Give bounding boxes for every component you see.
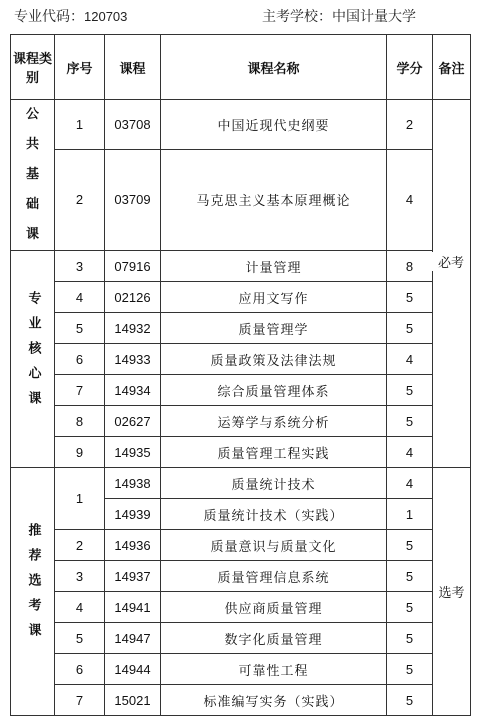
cell-seq: 2 xyxy=(55,530,105,561)
cell-name: 可靠性工程 xyxy=(161,654,387,685)
cell-credit: 5 xyxy=(387,685,433,716)
cell-credit: 5 xyxy=(387,561,433,592)
table-row xyxy=(11,654,471,685)
exam-school xyxy=(262,0,416,34)
cell-seq: 5 xyxy=(55,623,105,654)
cell-name: 供应商质量管理 xyxy=(161,592,387,623)
col-header-code: 课程 xyxy=(105,35,161,100)
category-elective: 推荐选考课 xyxy=(11,468,55,716)
school-value: 中国计量大学 xyxy=(332,9,416,25)
table-row xyxy=(11,530,471,561)
table-row xyxy=(11,623,471,654)
cell-credit: 5 xyxy=(387,530,433,561)
table-row xyxy=(11,251,471,282)
cell-name: 质量统计技术（实践） xyxy=(161,499,387,530)
cell-code: 14937 xyxy=(105,561,161,592)
cell-seq: 6 xyxy=(55,344,105,375)
cell-credit: 5 xyxy=(387,623,433,654)
major-code-value: 120703 xyxy=(84,9,128,24)
col-header-category: 课程类别 xyxy=(11,35,55,100)
cell-credit: 4 xyxy=(387,344,433,375)
cell-credit: 5 xyxy=(387,592,433,623)
cell-code: 14939 xyxy=(105,499,161,530)
cell-name: 质量管理工程实践 xyxy=(161,437,387,468)
cell-code: 02126 xyxy=(105,282,161,313)
cell-code: 02627 xyxy=(105,406,161,437)
note-elective: 选考 xyxy=(433,468,471,716)
table-row xyxy=(11,561,471,592)
cell-credit: 2 xyxy=(387,100,433,150)
cell-seq: 5 xyxy=(55,313,105,344)
cell-credit: 8 xyxy=(387,251,433,282)
cell-seq: 3 xyxy=(55,561,105,592)
cell-code: 14936 xyxy=(105,530,161,561)
cell-name: 数字化质量管理 xyxy=(161,623,387,654)
col-header-name: 课程名称 xyxy=(161,35,387,100)
cell-name: 计量管理 xyxy=(161,251,387,282)
cell-seq: 3 xyxy=(55,251,105,282)
cell-name: 中国近现代史纲要 xyxy=(161,100,387,150)
cell-name: 应用文写作 xyxy=(161,282,387,313)
cell-seq: 7 xyxy=(55,685,105,716)
cell-name: 综合质量管理体系 xyxy=(161,375,387,406)
table-row xyxy=(11,592,471,623)
table-header-row xyxy=(11,35,471,100)
col-header-credit: 学分 xyxy=(387,35,433,100)
table-row xyxy=(11,282,471,313)
cell-code: 03709 xyxy=(105,149,161,250)
cell-code: 07916 xyxy=(105,251,161,282)
note-core: 必考 xyxy=(432,252,470,271)
table-row xyxy=(11,149,471,250)
cell-credit: 4 xyxy=(387,437,433,468)
cell-credit: 5 xyxy=(387,282,433,313)
cell-name: 质量管理信息系统 xyxy=(161,561,387,592)
cell-code: 14947 xyxy=(105,623,161,654)
cell-credit: 5 xyxy=(387,313,433,344)
cell-name: 运筹学与系统分析 xyxy=(161,406,387,437)
cell-seq: 8 xyxy=(55,406,105,437)
cell-name: 质量意识与质量文化 xyxy=(161,530,387,561)
cell-seq: 4 xyxy=(55,282,105,313)
table-row xyxy=(11,100,471,150)
cell-name: 马克思主义基本原理概论 xyxy=(161,149,387,250)
page-header xyxy=(0,0,480,34)
table-row xyxy=(11,685,471,716)
cell-seq: 7 xyxy=(55,375,105,406)
category-core: 专业核心课 xyxy=(11,251,55,468)
cell-name: 标准编写实务（实践） xyxy=(161,685,387,716)
note-empty xyxy=(433,100,471,468)
cell-credit: 1 xyxy=(387,499,433,530)
cell-credit: 5 xyxy=(387,654,433,685)
cell-credit: 4 xyxy=(387,468,433,499)
table-row xyxy=(11,406,471,437)
cell-code: 14933 xyxy=(105,344,161,375)
cell-seq: 6 xyxy=(55,654,105,685)
cell-code: 14935 xyxy=(105,437,161,468)
cell-credit: 5 xyxy=(387,406,433,437)
table-row xyxy=(11,313,471,344)
cell-code: 14934 xyxy=(105,375,161,406)
table-row xyxy=(11,468,471,499)
cell-code: 14938 xyxy=(105,468,161,499)
col-header-note: 备注 xyxy=(433,35,471,100)
cell-name: 质量政策及法律法规 xyxy=(161,344,387,375)
cell-seq: 4 xyxy=(55,592,105,623)
cell-name: 质量统计技术 xyxy=(161,468,387,499)
category-public: 公共基础课 xyxy=(11,100,55,251)
cell-code: 03708 xyxy=(105,100,161,150)
table-row xyxy=(11,437,471,468)
cell-code: 14944 xyxy=(105,654,161,685)
cell-seq: 1 xyxy=(55,468,105,530)
cell-seq: 1 xyxy=(55,100,105,150)
major-code xyxy=(14,0,127,34)
col-header-seq: 序号 xyxy=(55,35,105,100)
school-label: 主考学校： xyxy=(262,9,332,25)
table-row xyxy=(11,344,471,375)
cell-seq: 9 xyxy=(55,437,105,468)
course-table xyxy=(10,34,471,716)
cell-credit: 5 xyxy=(387,375,433,406)
cell-code: 14941 xyxy=(105,592,161,623)
cell-name: 质量管理学 xyxy=(161,313,387,344)
table-row xyxy=(11,375,471,406)
cell-credit: 4 xyxy=(387,149,433,250)
cell-seq: 2 xyxy=(55,149,105,250)
cell-code: 15021 xyxy=(105,685,161,716)
cell-code: 14932 xyxy=(105,313,161,344)
major-code-label: 专业代码： xyxy=(14,9,84,25)
